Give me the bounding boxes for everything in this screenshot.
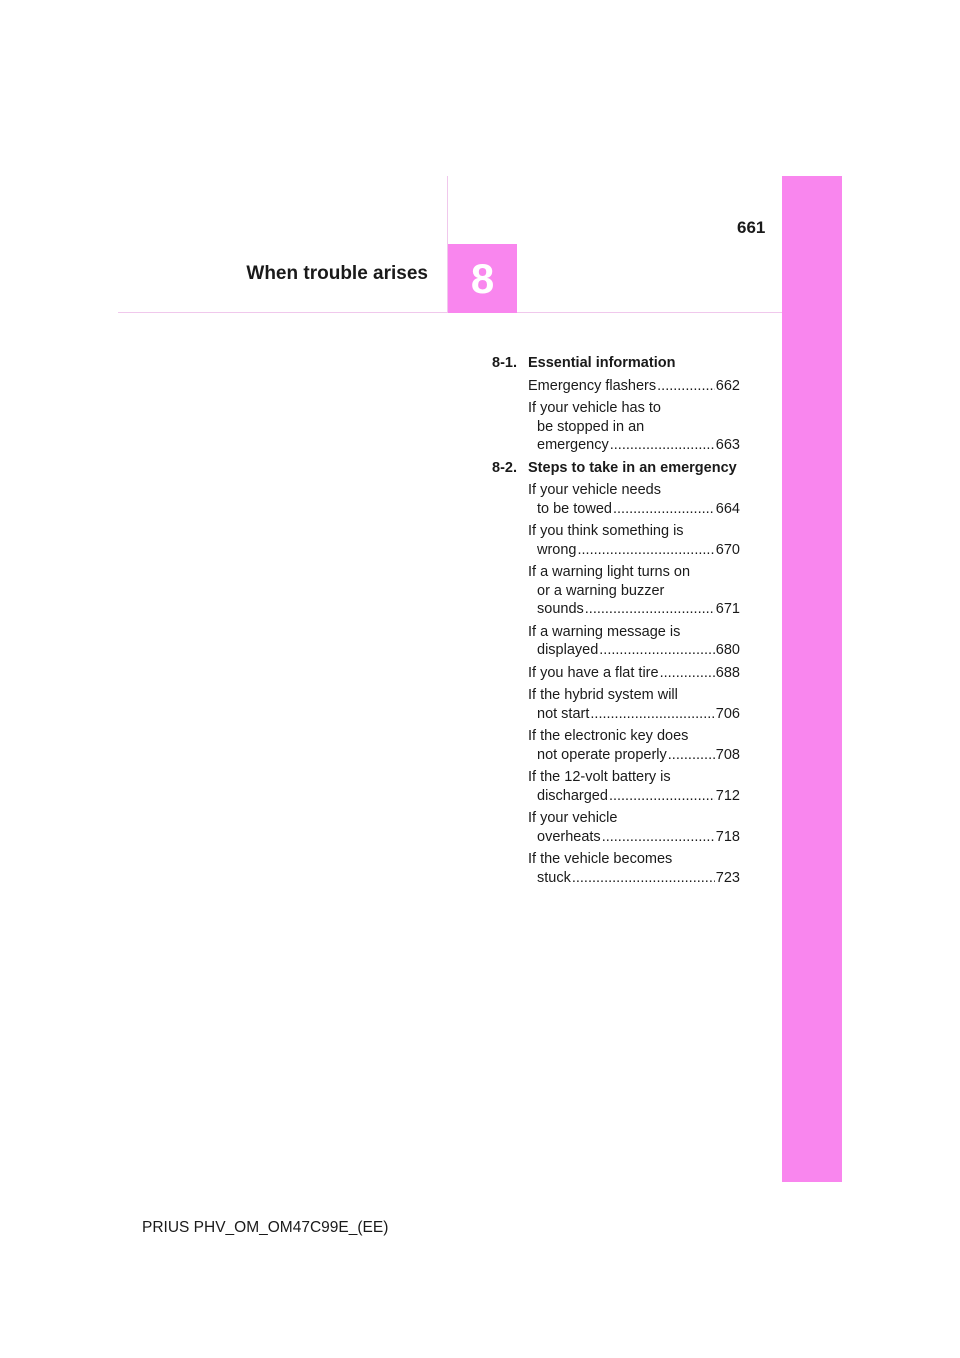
table-of-contents: [492, 354, 740, 887]
chapter-title: When trouble arises: [246, 263, 428, 284]
entry-page-line: [528, 377, 740, 396]
entry-title-line: If your vehicle: [528, 810, 618, 826]
toc-entry[interactable]: [528, 727, 740, 764]
dot-leader: [572, 869, 715, 888]
chapter-number-box: [448, 244, 517, 313]
chapter-number: 8: [470, 254, 495, 302]
entry-page-line: [528, 869, 740, 888]
entry-title-line: overheats: [537, 828, 601, 845]
entry-page-line: [528, 541, 740, 560]
entry-title-line: discharged: [537, 787, 608, 804]
entry-title-line: emergency: [537, 437, 609, 453]
toc-entry[interactable]: [528, 522, 740, 559]
toc-section: [492, 354, 740, 373]
entry-title-line: If the electronic key does: [528, 728, 689, 744]
entry-title-line: If a warning message is: [528, 623, 681, 640]
dot-leader: [660, 664, 715, 683]
dot-leader: [602, 828, 715, 847]
section-number: 8-1.: [492, 355, 517, 371]
entry-page-line: [528, 600, 740, 619]
toc-entry[interactable]: [528, 563, 740, 619]
entry-title-line: If the vehicle becomes: [528, 851, 673, 867]
toc-entry[interactable]: [528, 768, 740, 805]
dot-leader: [590, 705, 714, 724]
toc-entry[interactable]: [528, 481, 740, 518]
entry-title-line: If your vehicle needs: [528, 482, 661, 498]
page-number: 661: [737, 218, 766, 237]
chapter-side-tab: [782, 176, 842, 1182]
toc-entry[interactable]: [528, 664, 740, 683]
entry-title-line: to be towed: [537, 500, 612, 517]
entry-title-line: Emergency flashers: [528, 377, 657, 394]
entry-page-number: 718: [715, 828, 740, 845]
entry-title-line: If a warning light turns on: [528, 564, 691, 580]
toc-entry[interactable]: [528, 850, 740, 887]
entry-page-number: 671: [715, 601, 740, 617]
entry-title-line: If the hybrid system will: [528, 687, 678, 703]
entry-page-line: [528, 664, 740, 683]
entry-page-number: 662: [715, 377, 740, 394]
entry-page-line: [528, 705, 740, 724]
entry-page-number: 670: [715, 541, 740, 558]
dot-leader: [578, 541, 715, 560]
section-number: 8-2.: [492, 459, 517, 476]
entry-title-line: If your vehicle has to: [528, 400, 661, 416]
dot-leader: [610, 436, 715, 455]
toc-entry[interactable]: [528, 686, 740, 723]
entry-page-number: 706: [715, 705, 740, 722]
entry-title-line: If the 12-volt battery is: [528, 769, 671, 785]
entry-title-line: stuck: [537, 869, 571, 886]
toc-entry[interactable]: [528, 399, 740, 455]
entry-page-line: [528, 746, 740, 765]
entry-title-line: be stopped in an: [537, 418, 645, 435]
entry-page-line: [528, 436, 740, 455]
section-title: Steps to take in an emergency: [528, 459, 737, 476]
entry-title-line: sounds: [537, 601, 584, 617]
toc-entry[interactable]: [528, 377, 740, 396]
entry-page-line: [528, 641, 740, 660]
dot-leader: [613, 500, 715, 519]
toc-entry[interactable]: [528, 809, 740, 846]
dot-leader: [599, 641, 715, 660]
entry-title-line: wrong: [537, 541, 577, 558]
entry-title-line: If you have a flat tire: [528, 664, 659, 681]
entry-title-line: not start: [537, 705, 590, 722]
dot-leader: [657, 377, 715, 396]
entry-title-line: not operate properly: [537, 746, 667, 763]
entry-page-number: 664: [715, 500, 740, 517]
toc-entry[interactable]: [528, 623, 740, 660]
entry-title-line: If you think something is: [528, 523, 684, 539]
entry-page-number: 712: [715, 787, 740, 804]
dot-leader: [585, 600, 715, 619]
entry-title-line: displayed: [537, 642, 599, 658]
entry-page-number: 708: [715, 746, 740, 763]
dot-leader: [609, 787, 715, 806]
entry-page-number: 688: [715, 664, 740, 681]
entry-page-line: [528, 828, 740, 847]
entry-page-number: 680: [715, 642, 740, 658]
entry-title-line: or a warning buzzer: [537, 582, 665, 599]
entry-page-line: [528, 787, 740, 806]
entry-page-number: 663: [715, 437, 740, 453]
entry-page-line: [528, 500, 740, 519]
section-title: Essential information: [528, 355, 676, 371]
footer-doc-id: PRIUS PHV_OM_OM47C99E_(EE): [142, 1219, 389, 1236]
entry-page-number: 723: [715, 869, 740, 886]
dot-leader: [668, 746, 715, 765]
toc-section: [492, 459, 740, 478]
